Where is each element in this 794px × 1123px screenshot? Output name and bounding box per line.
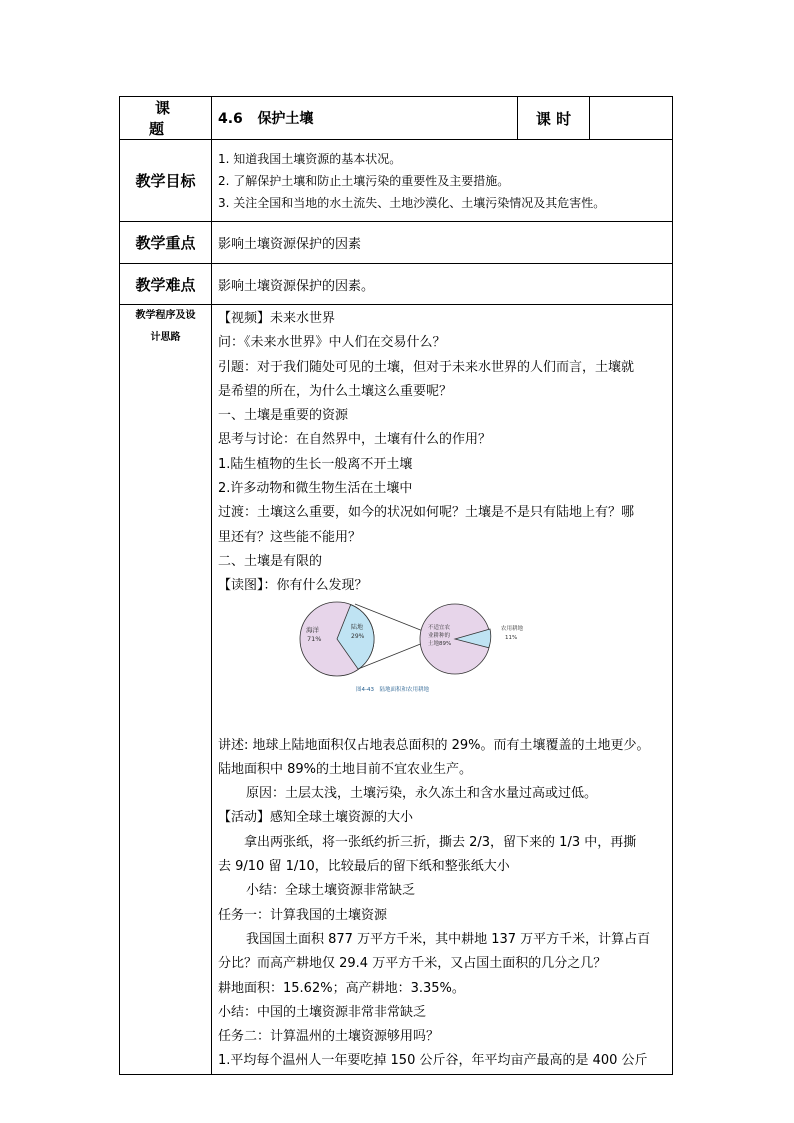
key-point-text: 影响土壤资源保护的因素: [212, 222, 673, 264]
land-area-figure: [218, 599, 670, 734]
design-line: 过渡：土壤这么重要，如今的状况如何呢？土壤是不是只有陆地上有？哪: [218, 505, 635, 521]
lesson-plan-table: [119, 96, 673, 1075]
objectives-row: [120, 140, 673, 222]
design-line: 原因：土层太浅，土壤污染，永久冻土和含水量过高或过低。: [246, 786, 598, 802]
design-line: 小结：中国的土壤资源非常非常缺乏: [218, 1004, 427, 1020]
unsuitable-label-2: 业耕种的: [428, 632, 451, 639]
topic-label: 课 题: [120, 97, 212, 140]
design-line: 一、土壤是重要的资源: [218, 408, 349, 424]
period-value: [590, 97, 673, 140]
land-area-diagram: [218, 599, 598, 734]
objectives-label: 教学目标: [120, 140, 212, 222]
key-point-label: 教学重点: [120, 222, 212, 264]
objectives-list: [212, 140, 673, 222]
design-line: 耕地面积：15.62%；高产耕地：3.35%。: [218, 980, 465, 996]
header-row: [120, 97, 673, 140]
period-label: 课 时: [518, 97, 590, 140]
design-line: 拿出两张纸，将一张纸约折三折，撕去 2/3，留下来的 1/3 中，再撕: [244, 834, 637, 850]
design-row: [120, 305, 673, 1075]
design-line: 引题：对于我们随处可见的土壤，但对于未来水世界的人们而言，土壤就: [218, 359, 635, 375]
design-line: 是希望的所在，为什么土壤这么重要呢？: [218, 383, 453, 399]
difficulty-row: [120, 264, 673, 305]
design-line: 任务一：计算我国的土壤资源: [218, 907, 388, 923]
design-line: 里还有？这些能不能用？: [218, 529, 362, 545]
design-line: 1.陆生植物的生长一般离不开土壤: [218, 456, 413, 472]
design-line: 讲述: 地球上陆地面积仅占地表总面积的 29%。而有土壤覆盖的土地更少。: [218, 737, 650, 753]
key-point-row: [120, 222, 673, 264]
arable-label: 农用耕地: [501, 625, 524, 632]
objective-item: 1. 知道我国土壤资源的基本状况。: [218, 151, 402, 166]
design-line: 去 9/10 留 1/10，比较最后的留下纸和整张纸大小: [218, 859, 510, 875]
design-line: 小结：全球土壤资源非常缺乏: [246, 883, 416, 899]
design-line: 【视频】未来水世界: [218, 311, 336, 326]
design-line: 二、土壤是有限的: [218, 553, 323, 569]
design-line: 1.平均每个温州人一年要吃掉 150 公斤谷，年平均亩产最高的是 400 公斤: [218, 1053, 648, 1069]
design-line: 我国国土面积 877 万平方千米，其中耕地 137 万平方千米，计算占百: [246, 931, 651, 947]
ocean-pct: 71%: [307, 634, 322, 643]
design-line: 任务二：计算温州的土壤资源够用吗？: [218, 1029, 440, 1045]
land-pct: 29%: [351, 632, 365, 640]
arable-pct: 11%: [505, 634, 518, 641]
arable-land-pie: [420, 604, 491, 674]
objective-item: 3. 关注全国和当地的水土流失、土地沙漠化、土壤污染情况及其危害性。: [218, 195, 606, 210]
design-line: 问：《未来水世界》中人们在交易什么？: [218, 335, 446, 351]
lesson-title: 保护土壤: [257, 111, 314, 127]
design-line: 思考与讨论：在自然界中，土壤有什么的作用？: [218, 432, 492, 448]
lesson-number: 4.6: [218, 111, 243, 127]
unsuitable-label-1: 不适宜农: [428, 624, 451, 631]
objective-item: 2. 了解保护土壤和防止土壤污染的重要性及主要措施。: [218, 173, 510, 188]
difficulty-label: 教学难点: [120, 264, 212, 305]
ocean-label: 海洋: [306, 625, 319, 634]
design-line: 2.许多动物和微生物生活在土壤中: [218, 481, 413, 497]
design-line: 陆地面积中 89%的土地目前不宜农业生产。: [218, 761, 473, 777]
design-line: 【读图】：你有什么发现？: [218, 578, 368, 594]
lesson-title-cell: [212, 97, 518, 140]
design-content: [212, 305, 673, 1075]
design-line: 分比？而高产耕地仅 29.4 万平方千米，又占国土面积的几分之几？: [218, 956, 607, 972]
figure-caption: 图4-43 陆地面积和农用耕地: [356, 686, 429, 693]
design-line: 【活动】感知全球土壤资源的大小: [218, 810, 414, 826]
land-label: 陆地: [351, 623, 364, 631]
design-label: 教学程序及设 计思路: [120, 305, 212, 1075]
unsuitable-label-3: 土地89%: [428, 640, 452, 647]
difficulty-text: 影响土壤资源保护的因素。: [212, 264, 673, 305]
